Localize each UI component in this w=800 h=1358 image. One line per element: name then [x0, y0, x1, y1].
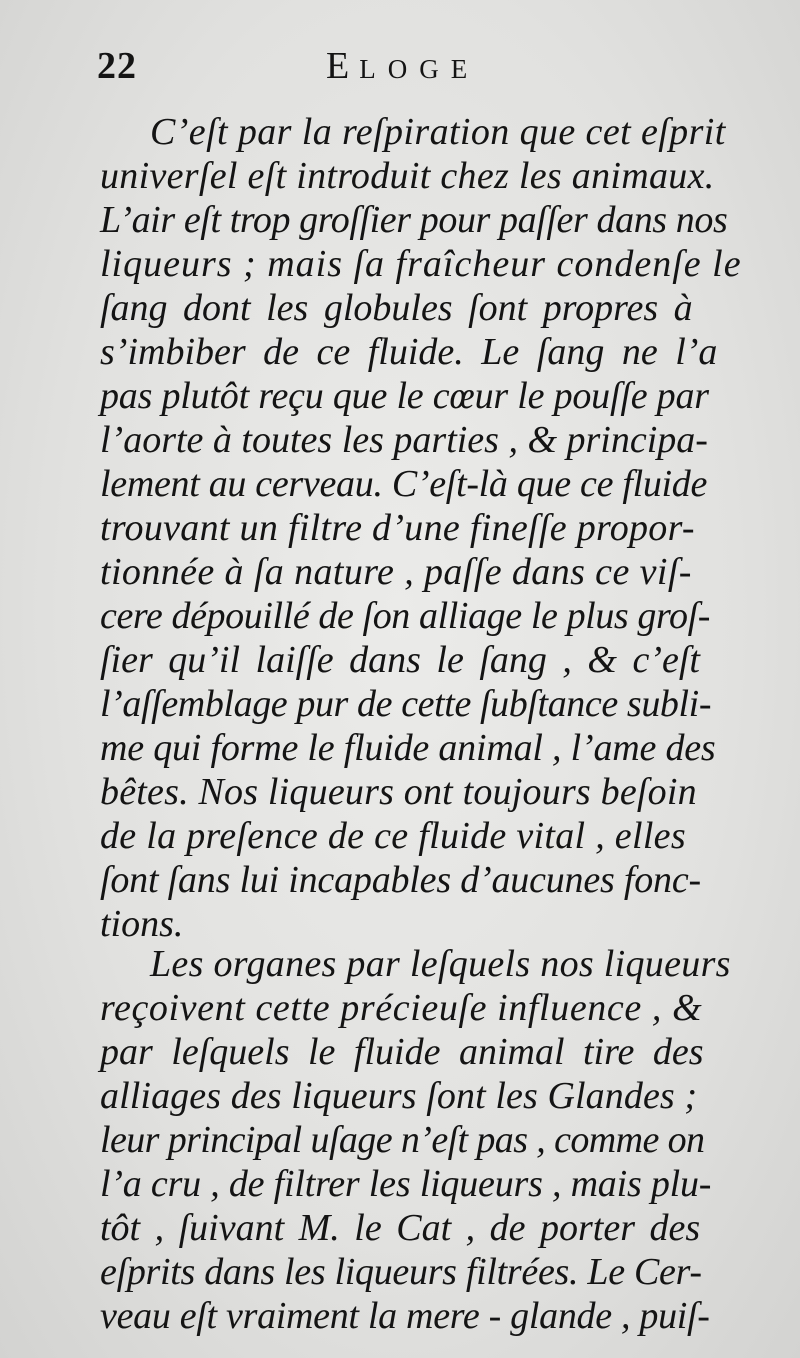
running-title-initial: E [326, 45, 350, 87]
text-line: cere dépouillé de ſon alliage le plus groſ- [100, 595, 711, 637]
text-line: tions. [100, 903, 184, 945]
text-line: me qui forme le fluide animal , l’ame des [100, 727, 716, 769]
text-line: trouvant un filtre d’une fineſſe propor- [100, 507, 695, 549]
text-line: l’aſſemblage pur de cette ſubſtance subli- [100, 683, 712, 725]
text-line: veau eſt vraiment la mere - glande , puiſ- [100, 1295, 710, 1337]
text-line: alliages des liqueurs ſont les Glandes ; [100, 1075, 698, 1117]
text-line: bêtes. Nos liqueurs ont toujours beſoin [100, 771, 697, 813]
text-line: l’a cru , de filtrer les liqueurs , mais plu- [100, 1163, 712, 1205]
text-line: reçoivent cette précieuſe influence , & [100, 987, 703, 1029]
text-line: tionnée à ſa nature , paſſe dans ce viſ- [100, 551, 692, 593]
text-line: ſier qu’il laiſſe dans le ſang , & c’eſt [100, 639, 700, 681]
running-title-rest: LOGE [359, 54, 480, 84]
text-line: Les organes par leſquels nos liqueurs [150, 943, 731, 985]
text-line: L’air eſt trop groſſier pour paſſer dans nos [100, 199, 728, 241]
text-line: univerſel eſt introduit chez les animaux. [100, 155, 715, 197]
text-line: ſang dont les globules ſont propres à [100, 287, 693, 329]
text-line: par leſquels le fluide animal tire des [100, 1031, 704, 1073]
page-header [0, 40, 800, 90]
text-line: liqueurs ; mais ſa fraîcheur condenſe le [100, 243, 742, 285]
text-line: C’eſt par la reſpiration que cet eſprit [150, 111, 726, 153]
text-line: eſprits dans les liqueurs filtrées. Le Cer- [100, 1251, 702, 1293]
text-line: de la preſence de ce fluide vital , elles [100, 815, 686, 857]
text-line: s’imbiber de ce fluide. Le ſang ne l’a [100, 331, 718, 373]
text-line: l’aorte à toutes les parties , & principa- [100, 419, 708, 461]
text-line: ſont ſans lui incapables d’aucunes fonc- [100, 859, 701, 901]
page-number: 22 [97, 45, 137, 87]
running-title [326, 44, 479, 88]
text-line: lement au cerveau. C’eſt-là que ce fluide [100, 463, 708, 505]
text-line: tôt , ſuivant M. le Cat , de porter des [100, 1207, 701, 1249]
text-line: pas plutôt reçu que le cœur le pouſſe par [100, 375, 709, 417]
text-line: leur principal uſage n’eſt pas , comme on [100, 1119, 705, 1161]
